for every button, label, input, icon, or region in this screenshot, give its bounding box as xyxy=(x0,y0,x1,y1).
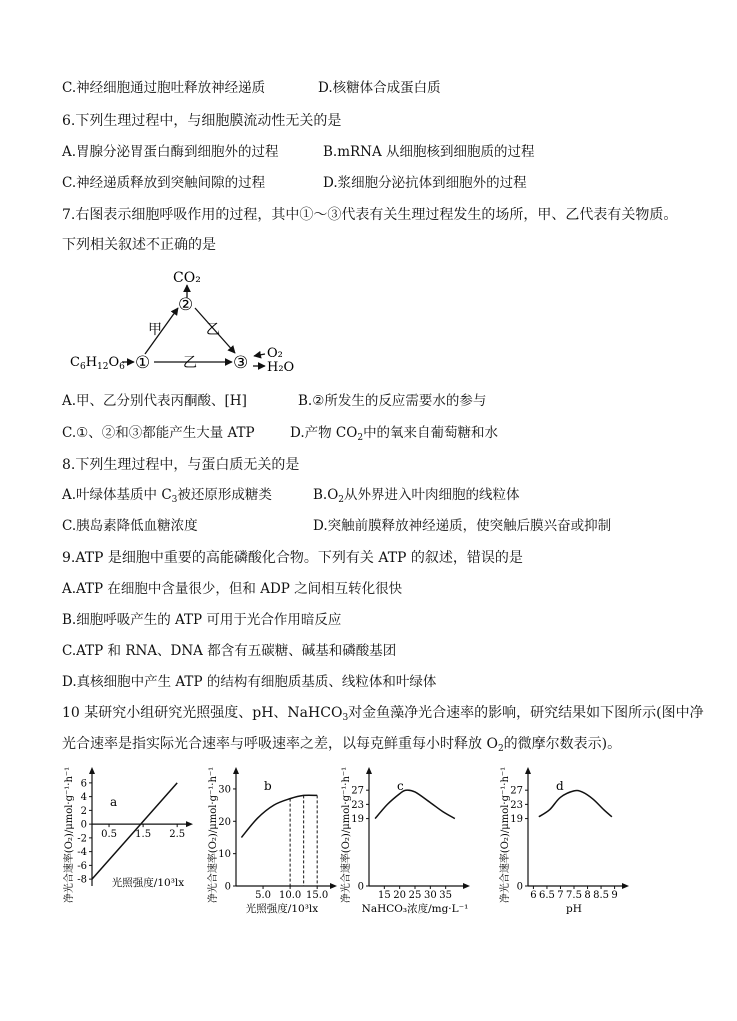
chart-c-x-tick-label: 25 xyxy=(408,890,422,901)
chart-c-x-axis-arrow xyxy=(463,883,470,889)
chart-c-y-axis-title: 净光合速率(O₂)/μmol·g⁻¹·h⁻¹ xyxy=(341,766,352,904)
q10-stem-line2: 光合速率是指实际光合速率与呼吸速率之差，以每克鲜重每小时释放 $O_2$的微摩尔数表示)。 xyxy=(62,736,622,754)
node-3: ③ xyxy=(233,353,249,373)
chart-d-x-tick-label: 7.5 xyxy=(566,890,582,901)
q9-option-b: B.细胞呼吸产生的 ATP 可用于光合作用暗反应 xyxy=(62,612,342,628)
chart-c-x-tick-label: 20 xyxy=(393,890,407,901)
q8-option-d: D.突触前膜释放神经递质，使突触后膜兴奋或抑制 xyxy=(313,518,612,534)
respiration-diagram xyxy=(60,262,360,382)
q9-option-a: A.ATP 在细胞中含量很少，但和 ADP 之间相互转化很快 xyxy=(62,581,403,597)
chart-a-y-axis-title: 净光合速率(O₂)/μmol·g⁻¹·h⁻¹ xyxy=(64,766,75,904)
chart-d-series-line xyxy=(539,790,612,816)
chart-d-x-tick-label: 9 xyxy=(611,890,618,901)
chart-a-y-tick-label: -8 xyxy=(77,874,87,886)
q8-stem: 8.下列生理过程中，与蛋白质无关的是 xyxy=(62,457,300,473)
q9-option-d: D.真核细胞中产生 ATP 的结构有细胞质基质、线粒体和叶绿体 xyxy=(62,674,437,690)
chart-b-x-tick-label: 10.0 xyxy=(278,890,302,901)
chart-c-panel-label: c xyxy=(397,779,404,793)
q7-stem-line1: 7.右图表示细胞呼吸作用的过程，其中①～③代表有关生理过程发生的场所，甲、乙代表有关物质。 xyxy=(62,207,678,223)
chart-c-y-axis-arrow xyxy=(366,767,372,774)
q7-option-c: C.①、②和③都能产生大量 ATP xyxy=(62,425,255,441)
node-1: ① xyxy=(135,353,151,373)
chart-a-y-tick-label: -6 xyxy=(77,860,87,872)
chart-d-y-axis-arrow xyxy=(525,767,531,774)
chart-c-y-tick-label: 23 xyxy=(351,799,364,811)
chart-b-x-tick-label: 5.0 xyxy=(255,890,272,901)
chart-d-y-tick-label: 23 xyxy=(510,799,523,811)
chart-d-y-tick-label: 27 xyxy=(510,785,523,797)
q6-option-d: D.浆细胞分泌抗体到细胞外的过程 xyxy=(323,175,527,191)
chart-b-x-axis-title: 光照强度/10³lx xyxy=(245,903,319,915)
chart-d-y-tick-label: 0 xyxy=(516,881,523,893)
chart-d-y-axis-title: 净光合速率(O₂)/μmol·g⁻¹·h⁻¹ xyxy=(500,766,511,904)
chart-b-y-tick-label: 30 xyxy=(218,784,231,796)
chart-a-y-tick-label: -4 xyxy=(77,847,87,859)
chart-b-x-axis-arrow xyxy=(330,883,337,889)
chart-a-y-tick-label: 0 xyxy=(80,819,87,831)
chart-d-x-tick-label: 6 xyxy=(530,890,537,901)
chart-d-x-tick-label: 7 xyxy=(557,890,564,901)
chart-c-series-line xyxy=(375,790,455,819)
chart-b-y-axis-arrow xyxy=(233,767,239,774)
chart-d-x-tick-label: 6.5 xyxy=(538,890,555,901)
arrow-o2-to-3 xyxy=(254,354,265,356)
chart-c-y-tick-label: 0 xyxy=(357,881,364,893)
chart-b-y-tick-label: 20 xyxy=(218,816,231,828)
chart-b-series-line xyxy=(241,795,317,837)
chart-d-panel-label: d xyxy=(556,779,564,793)
chart-a-x-tick-label: 2.5 xyxy=(169,829,186,841)
chart-b-y-axis-title: 净光合速率(O₂)/μmol·g⁻¹·h⁻¹ xyxy=(208,766,219,904)
chart-a-x-axis-title: 光照强度/10³lx xyxy=(111,877,185,889)
chart-a-panel-label: a xyxy=(110,795,118,809)
glucose-label: $C_6H_{12}O_6$ xyxy=(70,355,125,372)
q6-option-b: B.mRNA 从细胞核到细胞质的过程 xyxy=(323,144,535,160)
o2-label: O₂ xyxy=(267,346,283,361)
yi-top-label: 乙 xyxy=(206,322,220,338)
h2o-label: H₂O xyxy=(267,360,295,375)
q10-charts xyxy=(0,762,737,937)
q5-option-c: C.神经细胞通过胞吐释放神经递质 xyxy=(62,80,266,96)
chart-d-x-tick-label: 8 xyxy=(584,890,591,901)
chart-c-x-tick-label: 15 xyxy=(377,890,391,901)
q10-stem-line1: 10 某研究小组研究光照强度、pH、NaHCO$_3$对金鱼藻净光合速率的影响，研究结果如下图所示(图中净 xyxy=(62,705,704,723)
q6-option-c: C.神经递质释放到突触间隙的过程 xyxy=(62,175,266,191)
node-2: ② xyxy=(178,295,194,315)
q8-option-b: $B.O_2$从外界进入叶肉细胞的线粒体 xyxy=(313,487,520,505)
chart-a-x-tick-label: 0.5 xyxy=(101,829,117,841)
chart-a-y-tick-label: 4 xyxy=(80,792,87,804)
q6-stem: 6.下列生理过程中，与细胞膜流动性无关的是 xyxy=(62,113,342,129)
chart-c-x-axis-title: NaHCO₃浓度/mg·L⁻¹ xyxy=(361,903,469,915)
q9-option-c: C.ATP 和 RNA、DNA 都含有五碳糖、碱基和磷酸基团 xyxy=(62,643,397,659)
chart-b-panel-label: b xyxy=(264,779,272,793)
chart-a-y-tick-label: 2 xyxy=(80,805,87,817)
chart-a-y-tick-label: 6 xyxy=(80,778,87,790)
q9-stem: 9.ATP 是细胞中重要的高能磷酸化合物。下列有关 ATP 的叙述，错误的是 xyxy=(62,550,523,566)
chart-a-y-axis-arrow xyxy=(89,767,95,774)
chart-d-x-axis-arrow xyxy=(622,883,629,889)
q7-stem-line2: 下列相关叙述不正确的是 xyxy=(62,237,216,253)
co2-label: CO₂ xyxy=(173,270,201,286)
chart-d-x-tick-label: 8.5 xyxy=(593,890,610,901)
q7-option-d: D.产物 $CO_2$中的氧来自葡萄糖和水 xyxy=(290,425,499,443)
yi-bottom-label: 乙 xyxy=(183,355,197,371)
chart-d-x-axis-title: pH xyxy=(566,903,582,915)
q8-option-c: C.胰岛素降低血糖浓度 xyxy=(62,518,198,534)
jia-label: 甲 xyxy=(148,322,162,338)
q5-option-d: D.核糖体合成蛋白质 xyxy=(318,80,441,96)
q7-option-b: B.②所发生的反应需要水的参与 xyxy=(298,393,487,409)
chart-b-y-tick-label: 0 xyxy=(224,881,231,893)
chart-c-x-tick-label: 30 xyxy=(423,890,437,901)
chart-d-y-tick-label: 19 xyxy=(510,814,523,826)
q6-option-a: A.胃腺分泌胃蛋白酶到细胞外的过程 xyxy=(62,144,279,160)
chart-b-x-tick-label: 15.0 xyxy=(306,890,329,901)
chart-a-x-axis-arrow xyxy=(186,821,193,827)
chart-c-y-tick-label: 19 xyxy=(351,814,364,826)
q8-option-a: A.叶绿体基质中 $C_3$被还原形成糖类 xyxy=(62,487,272,505)
chart-b-y-tick-label: 10 xyxy=(218,849,231,861)
chart-a-x-tick-label: 1.5 xyxy=(135,829,152,841)
chart-a-y-tick-label: -2 xyxy=(77,833,87,845)
chart-c-x-tick-label: 35 xyxy=(439,890,453,901)
q7-option-a: A.甲、乙分别代表丙酮酸、[H] xyxy=(62,393,247,409)
chart-c-y-tick-label: 27 xyxy=(351,785,364,797)
